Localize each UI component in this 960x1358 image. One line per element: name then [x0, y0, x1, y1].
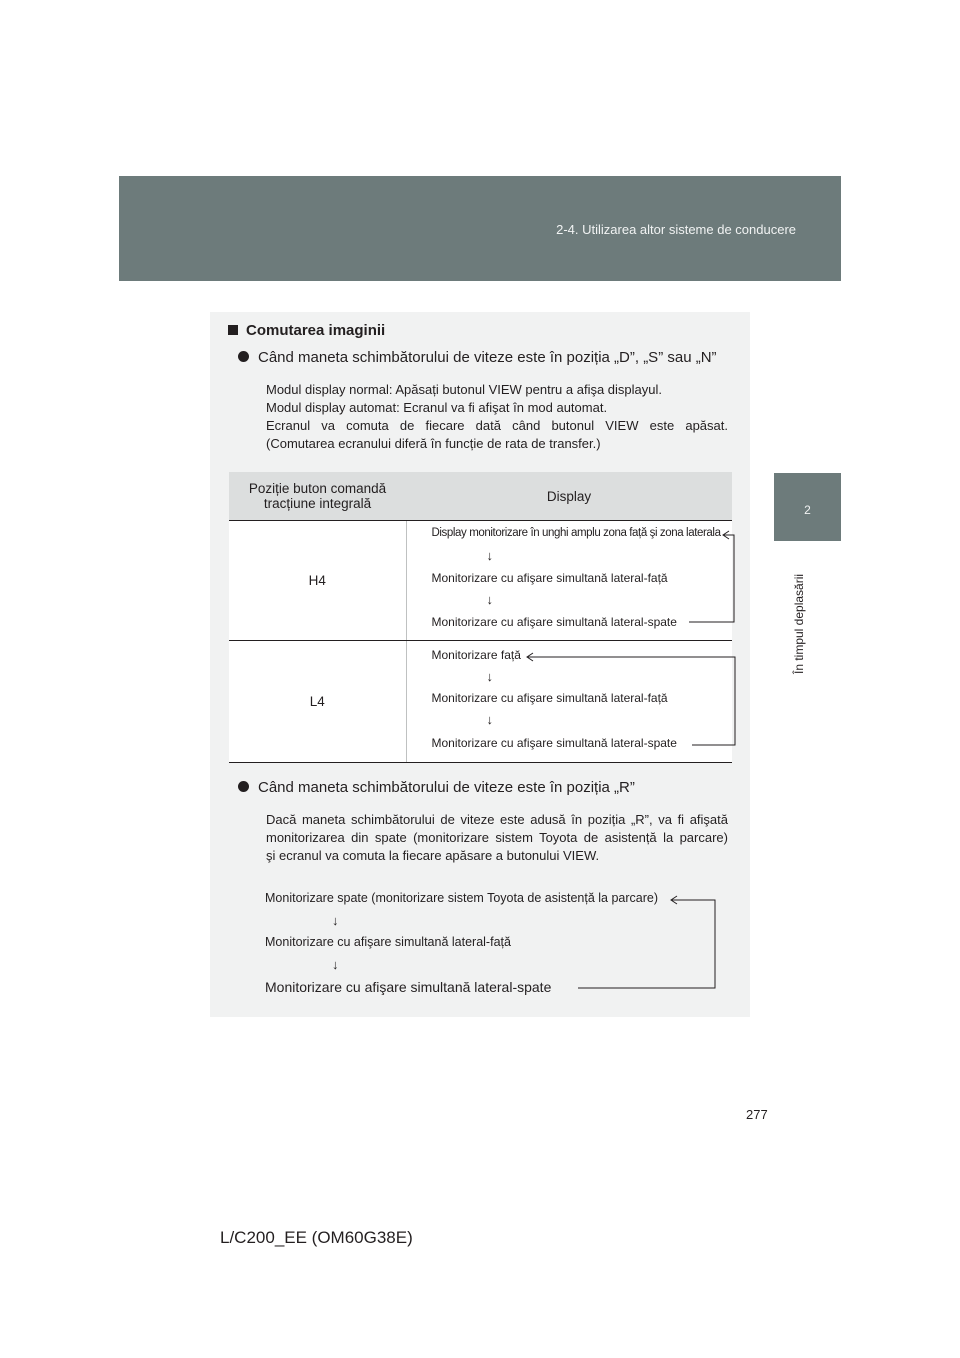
bullet-r: Când maneta schimbătorului de viteze este în poziția „R” [238, 779, 635, 796]
chapter-side-label [786, 552, 806, 682]
position-cell: H4 [229, 521, 406, 641]
display-mode-label: Monitorizare cu afişare simultană lateral-spate [431, 615, 677, 629]
para-line: (Comutarea ecranului diferă în funcție de rata de transfer.) [266, 436, 601, 451]
arrow-down-icon: ↓ [486, 669, 493, 684]
display-mode-label: Monitorizare față [431, 648, 521, 662]
para-line: Modul display normal: Apăsați butonul VIEW pentru a afişa displayul. [266, 382, 662, 397]
bullet-dns: Când maneta schimbătorului de viteze este în poziția „D”, „S” sau „N” [238, 349, 717, 366]
page-number: 277 [746, 1107, 768, 1122]
flow-label: Monitorizare spate (monitorizare sistem Toyota de asistență la parcare) [265, 891, 658, 905]
arrow-down-icon: ↓ [486, 712, 493, 727]
display-mode-label: Display monitorizare în unghi amplu zona față şi zona laterala [431, 527, 721, 539]
position-cell: L4 [229, 641, 406, 763]
table-header-position: Poziție buton comandă tracțiune integrală [229, 472, 406, 521]
display-mode-label: Monitorizare cu afişare simultană lateral-spate [431, 736, 677, 750]
content-panel [210, 312, 750, 1017]
reverse-flow-diagram [210, 312, 750, 1017]
section-title: Comutarea imaginii [228, 322, 385, 339]
header-band [119, 176, 841, 281]
para-line: Ecranul va comuta de fiecare dată când butonul VIEW este apăsat. [266, 418, 728, 433]
chapter-title: În timpul deplasării [792, 573, 806, 674]
cycle-loop-arrow-icon [210, 312, 750, 1017]
arrow-down-icon: ↓ [486, 592, 493, 607]
section-header-title: 2-4. Utilizarea altor sisteme de conducere [556, 222, 796, 237]
arrow-down-icon: ↓ [332, 913, 339, 928]
flow-label: Monitorizare cu afişare simultană lateral-spate [265, 979, 552, 995]
display-mode-label: Monitorizare cu afişare simultană lateral-față [431, 691, 668, 705]
para-line: Modul display automat: Ecranul va fi afişat în mod automat. [266, 400, 608, 415]
table-header-display: Display [406, 472, 732, 521]
arrow-down-icon: ↓ [486, 548, 493, 563]
para-line: Dacă maneta schimbătorului de viteze este adusă în poziția „R”, va fi afişată [266, 812, 728, 827]
display-mode-label: Monitorizare cu afişare simultană lateral-față [431, 571, 668, 585]
flow-label: Monitorizare cu afişare simultană lateral-față [265, 935, 511, 949]
para-line: şi ecranul va comuta la fiecare apăsare a butonului VIEW. [266, 848, 600, 863]
chapter-number: 2 [804, 503, 811, 517]
para-line: monitorizarea din spate (monitorizare sistem Toyota de asistență la parcare) [266, 830, 728, 845]
document-code: L/C200_EE (OM60G38E) [220, 1228, 413, 1247]
chapter-tab [774, 473, 841, 541]
arrow-down-icon: ↓ [332, 957, 339, 972]
